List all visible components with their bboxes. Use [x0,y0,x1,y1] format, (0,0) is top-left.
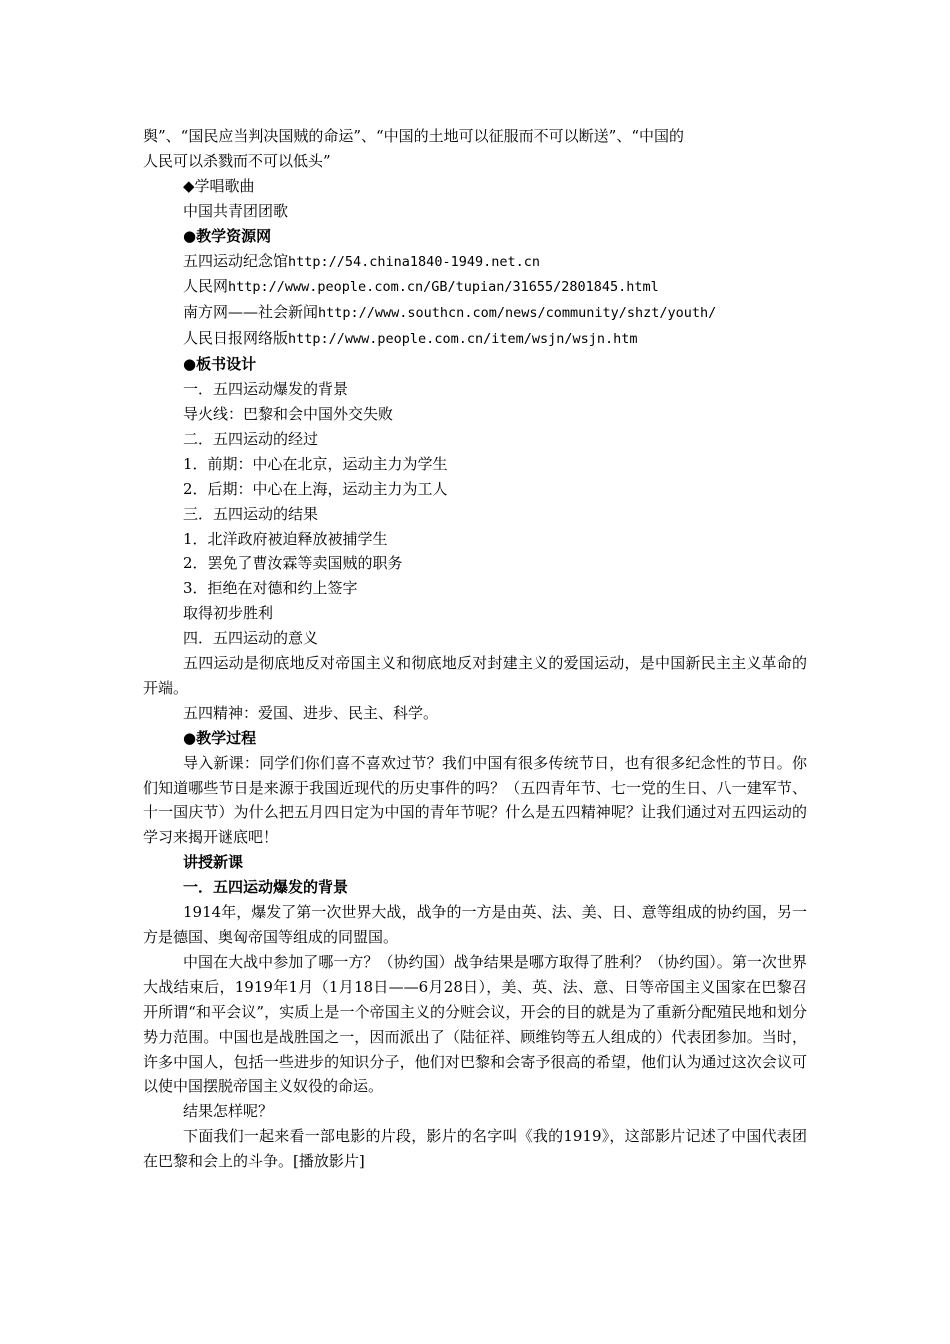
board-line: 四．五四运动的意义 [183,629,319,648]
resource-name: 人民网 [183,277,229,296]
paragraph: 1914年，爆发了第一次世界大战，战争的一方是由英、法、美、日、意等组成的协约国，另一方是德国、奥匈帝国等组成的同盟国。 [143,903,807,946]
song-section-heading: ◆学唱歌曲 [183,176,255,195]
board-line: 2．罢免了曹汝霖等卖国贼的职务 [183,554,403,573]
paragraph: 中国在大战中参加了哪一方？（协约国）战争结果是哪方取得了胜利？（协约国）。第一次世界大战结束后，1919年1月（1月18日——6月28日），美、英、法、意、日等帝国主义国家在巴黎召开所谓“和平会议”，实质上是一个帝国主义的分赃会议，开会的目的就是为了重新分配殖民地和划分势力范围。中国也是战胜国之一，因而派出了（陆征祥、顾维钧等五人组成的）代表团参加。当时，许多中国人，包括一些进步的知识分子，他们对巴黎和会寄予很高的希望，他们认为通过这次会议可以使中国摆脱帝国主义奴役的命运。 [143,952,807,1096]
document-page [143,124,807,1174]
song-title: 中国共青团团歌 [183,201,289,220]
board-line: 一．五四运动爆发的背景 [183,380,349,399]
resource-name: 南方网——社会新闻 [183,303,319,322]
significance-paragraph: 五四运动是彻底地反对帝国主义和彻底地反对封建主义的爱国运动，是中国新民主主义革命的开端。 [143,654,807,697]
resource-item [143,274,807,300]
process-heading: ●教学过程 [183,728,257,747]
board-line: 1．前期：中心在北京，运动主力为学生 [183,454,448,473]
board-line: 取得初步胜利 [183,604,274,623]
resource-link[interactable]: http://www.southcn.com/news/community/shzt/youth/ [318,305,717,322]
resource-item [143,249,807,275]
board-line: 3．拒绝在对德和约上签字 [183,579,358,598]
new-lesson-heading: 讲授新课 [183,853,244,872]
resource-item [143,326,807,352]
board-line: 2．后期：中心在上海，运动主力为工人 [183,479,448,498]
resource-item [143,300,807,326]
resource-link[interactable]: http://www.people.com.cn/item/wsjn/wsjn.htm [288,331,638,348]
intro-paragraph: 导入新课：同学们你们喜不喜欢过节？我们中国有很多传统节日，也有很多纪念性的节日。你们知道哪些节日是来源于我国近现代的历史事件的吗？（五四青年节、七一党的生日、八一建军节、十一国庆节）为什么把五月四日定为中国的青年节呢？什么是五四精神呢？让我们通过对五四运动的学习来揭开谜底吧！ [143,753,807,847]
paragraph: 下面我们一起来看一部电影的片段，影片的名字叫《我的1919》，这部影片记述了中国代表团在巴黎和会上的斗争。[播放影片] [143,1127,807,1171]
section-1-heading: 一．五四运动爆发的背景 [183,878,349,897]
spirit-line: 五四精神：爱国、进步、民主、科学。 [183,703,439,722]
resource-name: 五四运动纪念馆 [183,251,289,270]
resource-link[interactable]: http://www.people.com.cn/GB/tupian/31655/2801845.html [228,279,659,296]
resource-link[interactable]: http://54.china1840-1949.net.cn [288,253,540,270]
paragraph: 结果怎样呢？ [183,1102,274,1121]
board-line: 导火线：巴黎和会中国外交失败 [183,404,394,423]
board-line: 1．北洋政府被迫释放被捕学生 [183,529,388,548]
resource-name: 人民日报网络版 [183,329,289,348]
resources-heading: ●教学资源网 [183,226,272,245]
opening-quote-line-2: 人民可以杀戮而不可以低头” [143,151,331,170]
board-heading: ●板书设计 [183,355,257,374]
opening-quote-line-1: 舆”、“国民应当判决国贼的命运”、“中国的土地可以征服而不可以断送”、“中国的 [143,127,685,145]
board-line: 二．五四运动的经过 [183,429,319,448]
board-line: 三．五四运动的结果 [183,504,319,523]
